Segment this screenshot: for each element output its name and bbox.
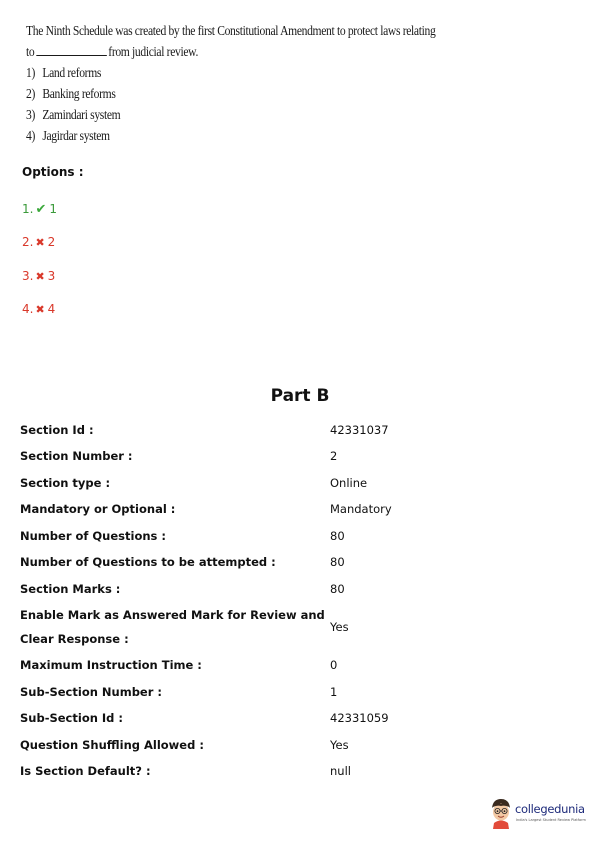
section-type-value: Online xyxy=(330,476,368,490)
options-heading: Options : xyxy=(22,165,84,179)
mark-review-label-line2: Clear Response : xyxy=(20,632,129,646)
sub-section-number-value: 1 xyxy=(330,685,338,699)
section-number-label: Section Number : xyxy=(20,449,133,463)
mark-review-value: Yes xyxy=(330,620,349,634)
question-stem-to: to xyxy=(26,44,35,59)
choice-text: Zamindari system xyxy=(42,107,121,122)
option-number: 2. xyxy=(22,235,34,249)
mark-review-label: Enable Mark as Answered Mark for Review and xyxy=(20,608,325,622)
question-stem-line2: from judicial review. xyxy=(108,44,199,59)
section-marks-value: 80 xyxy=(330,582,345,596)
option-number: 3. xyxy=(22,269,34,283)
option-value: 3 xyxy=(47,269,56,283)
question-block xyxy=(26,20,436,146)
check-icon: ✔ xyxy=(35,202,47,217)
question-stem xyxy=(26,20,465,62)
choice-number: 4) xyxy=(26,128,35,143)
num-attempted-label: Number of Questions to be attempted : xyxy=(20,555,276,569)
shuffling-value: Yes xyxy=(330,738,349,752)
section-marks-label: Section Marks : xyxy=(20,582,121,596)
section-default-value: null xyxy=(330,764,351,778)
max-instruction-time-value: 0 xyxy=(330,658,338,672)
section-default-label: Is Section Default? : xyxy=(20,764,151,778)
choice-text: Land reforms xyxy=(42,65,102,80)
option-number: 1. xyxy=(22,202,34,216)
shuffling-label: Question Shuffling Allowed : xyxy=(20,738,204,752)
cross-icon: ✖ xyxy=(35,236,45,249)
option-value: 2 xyxy=(47,235,56,249)
logo-brand: collegedunia xyxy=(515,802,585,816)
answer-blank xyxy=(36,43,107,56)
num-attempted-value: 80 xyxy=(330,555,345,569)
option-1 xyxy=(22,202,57,217)
option-2 xyxy=(22,235,55,249)
section-type-label: Section type : xyxy=(20,476,111,490)
option-3 xyxy=(22,269,55,283)
question-choice xyxy=(26,104,404,125)
section-id-value: 42331037 xyxy=(330,423,389,437)
choice-number: 2) xyxy=(26,86,35,101)
option-value: 1 xyxy=(49,202,57,216)
part-title: Part B xyxy=(270,386,330,406)
num-questions-label: Number of Questions : xyxy=(20,529,166,543)
question-stem-line1: The Ninth Schedule was created by the first Constitutional Amendment to protect laws relating xyxy=(26,23,436,38)
question-choice xyxy=(26,83,404,104)
choice-text: Banking reforms xyxy=(42,86,116,101)
cross-icon: ✖ xyxy=(35,270,45,283)
logo-tagline: India's Largest Student Review Platform xyxy=(516,818,586,822)
choice-number: 1) xyxy=(26,65,35,80)
sub-section-number-label: Sub-Section Number : xyxy=(20,685,163,699)
max-instruction-time-label: Maximum Instruction Time : xyxy=(20,658,202,672)
num-questions-value: 80 xyxy=(330,529,345,543)
option-value: 4 xyxy=(47,302,56,316)
section-number-value: 2 xyxy=(330,449,338,463)
choice-text: Jagirdar system xyxy=(42,128,110,143)
collegedunia-logo xyxy=(488,797,592,831)
question-choice xyxy=(26,125,404,146)
mandatory-label: Mandatory or Optional : xyxy=(20,502,176,516)
cross-icon: ✖ xyxy=(35,303,45,316)
option-4 xyxy=(22,302,55,316)
sub-section-id-value: 42331059 xyxy=(330,711,389,725)
choice-number: 3) xyxy=(26,107,35,122)
sub-section-id-label: Sub-Section Id : xyxy=(20,711,124,725)
question-choice xyxy=(26,62,404,83)
mascot-icon xyxy=(488,797,514,829)
section-id-label: Section Id : xyxy=(20,423,94,437)
option-number: 4. xyxy=(22,302,34,316)
mandatory-value: Mandatory xyxy=(330,502,392,516)
